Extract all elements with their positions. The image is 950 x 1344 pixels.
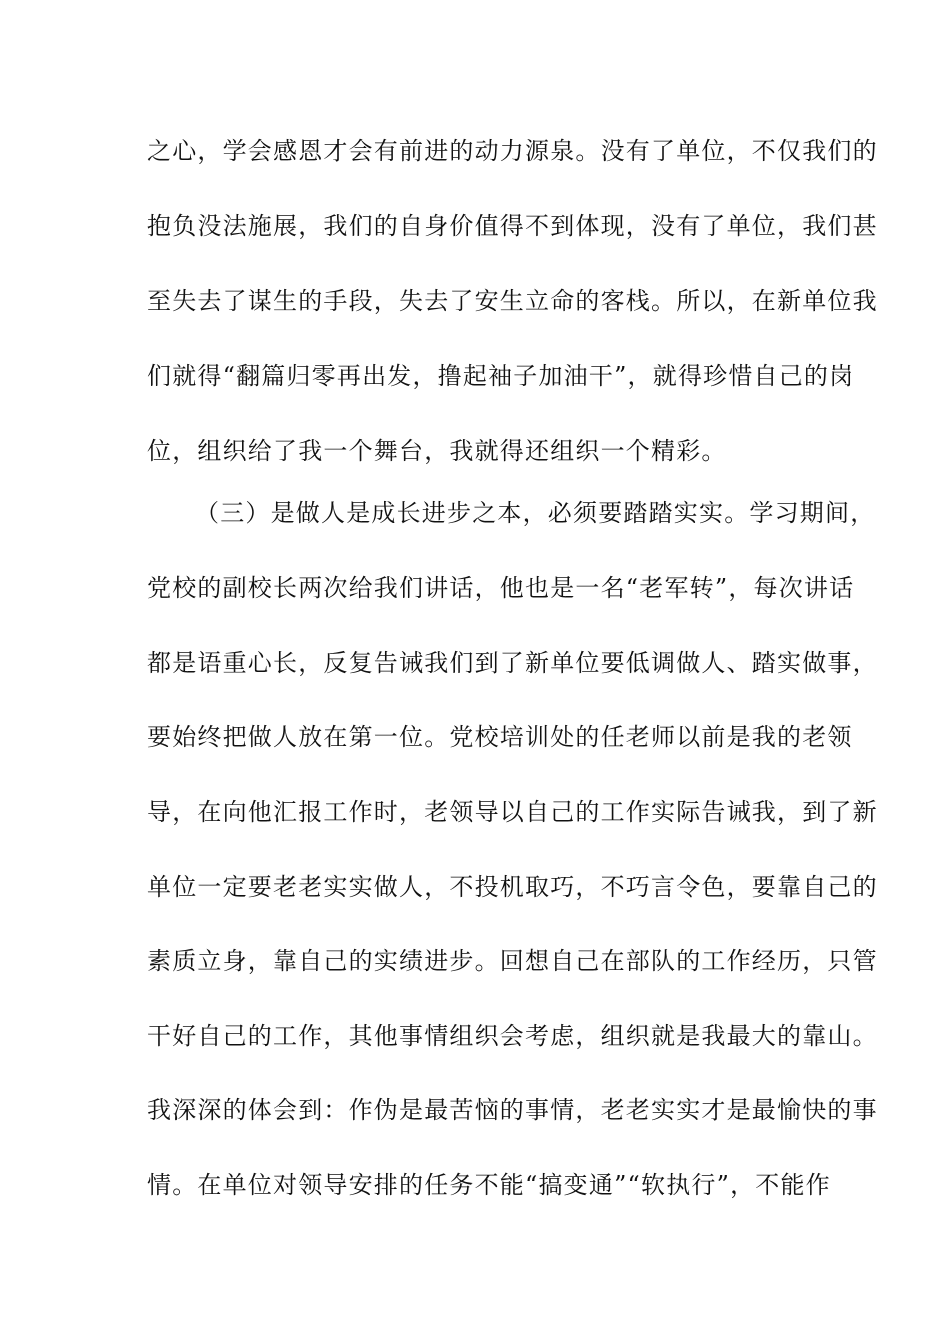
text-line: 们就得“翻篇归零再出发，撸起袖子加油干”，就得珍惜自己的岗 (147, 362, 855, 390)
text-line: 抱负没法施展，我们的自身价值得不到体现，没有了单位，我们甚 (147, 212, 878, 240)
text-line: 导，在向他汇报工作时，老领导以自己的工作实际告诫我，到了新 (147, 798, 878, 826)
text-line: 素质立身，靠自己的实绩进步。回想自己在部队的工作经历，只管 (147, 947, 878, 975)
text-line: 至失去了谋生的手段，失去了安生立命的客栈。所以，在新单位我 (147, 287, 878, 315)
text-line: 之心，学会感恩才会有前进的动力源泉。没有了单位，不仅我们的 (147, 137, 878, 165)
text-line: 我深深的体会到：作伪是最苦恼的事情，老老实实才是最愉快的事 (147, 1096, 878, 1124)
text-line: 位，组织给了我一个舞台，我就得还组织一个精彩。 (147, 437, 727, 465)
text-line: 党校的副校长两次给我们讲话，他也是一名“老军转”，每次讲话 (147, 574, 855, 602)
text-line: 要始终把做人放在第一位。党校培训处的任老师以前是我的老领 (147, 723, 853, 751)
section-heading-line: （三）是做人是成长进步之本，必须要踏踏实实。学习期间， (195, 499, 876, 527)
text-line: 都是语重心长，反复告诫我们到了新单位要低调做人、踏实做事， (147, 649, 878, 677)
text-line: 干好自己的工作，其他事情组织会考虑，组织就是我最大的靠山。 (147, 1022, 878, 1050)
text-line: 单位一定要老老实实做人，不投机取巧，不巧言令色，要靠自己的 (147, 873, 878, 901)
text-line: 情。在单位对领导安排的任务不能“搞变通”“软执行”，不能作 (147, 1171, 831, 1199)
